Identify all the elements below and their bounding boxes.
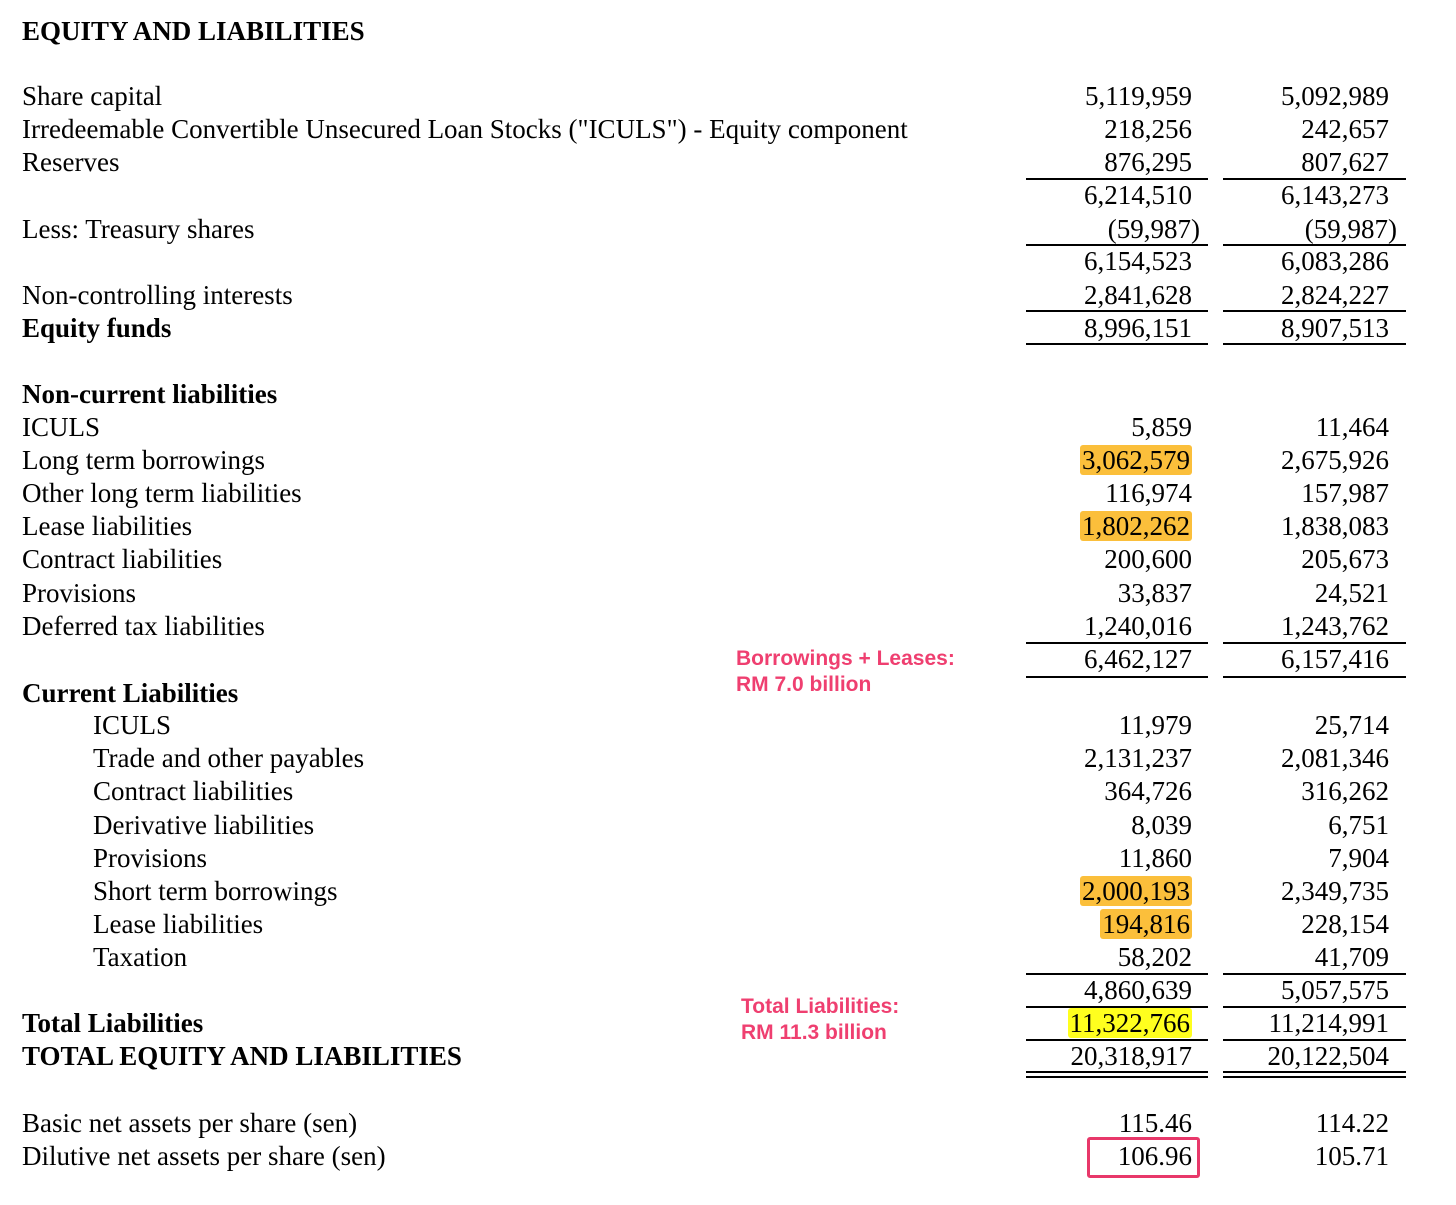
row-label: ICULS	[93, 710, 172, 740]
highlighted-value: 3,062,579	[1082, 445, 1190, 475]
row-label: Reserves	[22, 147, 120, 177]
row-label: Long term borrowings	[22, 445, 265, 475]
value-prior: 41,709	[1314, 942, 1389, 972]
value-current: 115.46	[1118, 1108, 1192, 1138]
rule	[1026, 343, 1208, 345]
value-current: 364,726	[1104, 776, 1192, 806]
page-title: EQUITY AND LIABILITIES	[22, 16, 365, 46]
section-heading-non-current: Non-current liabilities	[22, 379, 278, 409]
value-current: 8,039	[1131, 810, 1192, 840]
value-current	[1020, 444, 1192, 477]
row-total-equity-liabilities	[0, 1040, 1456, 1073]
row-nc-lease-liabilities	[0, 510, 1456, 543]
double-rule	[1223, 1071, 1406, 1073]
row-label: Basic net assets per share (sen)	[22, 1108, 358, 1138]
row-share-capital	[0, 80, 1456, 113]
value-current: 106.96	[1117, 1141, 1192, 1171]
annotation-line: Total Liabilities:	[741, 995, 900, 1018]
row-label: Irredeemable Convertible Unsecured Loan Stocks ("ICULS") - Equity component	[22, 114, 908, 144]
annotation-borrowings	[736, 646, 955, 698]
value-prior: 242,657	[1301, 114, 1389, 144]
value-current: 8,996,151	[1084, 313, 1192, 343]
row-cur-iculs	[0, 709, 1456, 742]
section-heading-current: Current Liabilities	[22, 678, 239, 708]
row-non-controlling-interests	[0, 279, 1456, 312]
row-other-long-term-liabilities	[0, 477, 1456, 510]
value-current: 20,318,917	[1070, 1041, 1192, 1071]
double-rule	[1026, 1076, 1208, 1078]
row-label: Short term borrowings	[93, 876, 338, 906]
row-label: Derivative liabilities	[93, 810, 315, 840]
row-basic-nav	[0, 1107, 1456, 1140]
value-prior: 6,083,286	[1281, 246, 1389, 276]
row-label: Trade and other payables	[93, 743, 365, 773]
row-non-current-total	[0, 643, 1456, 676]
value-prior: 11,464	[1315, 412, 1389, 442]
row-label: ICULS	[22, 412, 101, 442]
highlighted-value: 1,802,262	[1082, 511, 1190, 541]
row-label: Lease liabilities	[93, 909, 264, 939]
row-deferred-tax-liabilities	[0, 610, 1456, 643]
value-prior: 114.22	[1315, 1108, 1389, 1138]
value-current: 218,256	[1104, 114, 1192, 144]
value-prior: 5,092,989	[1281, 81, 1389, 111]
value-prior: 20,122,504	[1267, 1041, 1389, 1071]
double-rule	[1026, 1071, 1208, 1073]
row-long-term-borrowings	[0, 444, 1456, 477]
annotation-line: Borrowings + Leases:	[736, 647, 955, 670]
highlighted-value: 2,000,193	[1082, 876, 1190, 906]
value-prior: 316,262	[1301, 776, 1389, 806]
value-current: 2,841,628	[1084, 280, 1192, 310]
value-current: 11,860	[1118, 843, 1192, 873]
row-trade-payables	[0, 742, 1456, 775]
value-current: 5,859	[1131, 412, 1192, 442]
value-prior: 8,907,513	[1281, 313, 1389, 343]
row-label: Provisions	[93, 843, 208, 873]
row-dilutive-nav	[0, 1140, 1456, 1173]
row-label: TOTAL EQUITY AND LIABILITIES	[22, 1041, 462, 1071]
rule	[1026, 676, 1208, 678]
row-label: Deferred tax liabilities	[22, 611, 265, 641]
row-nc-provisions	[0, 577, 1456, 610]
value-prior: 205,673	[1301, 544, 1389, 574]
value-current: 1,240,016	[1084, 611, 1192, 641]
value-current: 11,979	[1118, 710, 1192, 740]
highlighted-value: 194,816	[1102, 909, 1190, 939]
value-current	[1020, 875, 1192, 908]
row-label: Share capital	[22, 81, 163, 111]
value-prior: (59,987)	[1304, 214, 1397, 244]
annotation-line: RM 7.0 billion	[736, 673, 872, 696]
row-current-total	[0, 974, 1456, 1007]
value-current: 200,600	[1104, 544, 1192, 574]
value-prior: 1,243,762	[1281, 611, 1389, 641]
double-rule	[1223, 1076, 1406, 1078]
value-prior: 105.71	[1314, 1141, 1389, 1171]
row-label: Contract liabilities	[93, 776, 294, 806]
value-prior: 807,627	[1301, 147, 1389, 177]
value-current: 116,974	[1105, 478, 1192, 508]
value-prior: 157,987	[1301, 478, 1389, 508]
value-current: 33,837	[1117, 578, 1192, 608]
value-prior: 2,824,227	[1281, 280, 1389, 310]
value-current: 2,131,237	[1084, 743, 1192, 773]
value-prior: 7,904	[1328, 843, 1389, 873]
row-nc-iculs	[0, 411, 1456, 444]
row-total-liabilities	[0, 1007, 1456, 1040]
value-current: 58,202	[1117, 942, 1192, 972]
row-subtotal-1	[0, 179, 1456, 212]
value-current: 6,154,523	[1084, 246, 1192, 276]
row-label: Taxation	[93, 942, 188, 972]
row-label: Equity funds	[22, 313, 172, 343]
value-prior: 2,081,346	[1281, 743, 1389, 773]
highlight-box-dilutive-nav	[1087, 1137, 1200, 1178]
value-current	[1020, 1007, 1192, 1040]
row-label: Non-controlling interests	[22, 280, 293, 310]
row-label: Dilutive net assets per share (sen)	[22, 1141, 386, 1171]
row-iculs-equity	[0, 113, 1456, 146]
row-label: Total Liabilities	[22, 1008, 204, 1038]
row-label: Provisions	[22, 578, 137, 608]
row-nc-contract-liabilities	[0, 543, 1456, 576]
value-current: 6,214,510	[1084, 180, 1192, 210]
value-current: (59,987)	[1107, 214, 1200, 244]
value-prior: 6,157,416	[1281, 644, 1389, 674]
row-treasury-shares	[0, 213, 1456, 246]
row-label: Other long term liabilities	[22, 478, 302, 508]
value-current	[1020, 510, 1192, 543]
rule	[1223, 343, 1406, 345]
value-prior: 2,675,926	[1281, 445, 1389, 475]
value-prior: 5,057,575	[1281, 975, 1389, 1005]
row-label: Contract liabilities	[22, 544, 223, 574]
value-prior: 24,521	[1314, 578, 1389, 608]
value-prior: 228,154	[1301, 909, 1389, 939]
value-prior: 25,714	[1314, 710, 1389, 740]
value-prior: 2,349,735	[1281, 876, 1389, 906]
value-current: 6,462,127	[1084, 644, 1192, 674]
row-label: Less: Treasury shares	[22, 214, 255, 244]
rule	[1223, 676, 1406, 678]
row-cur-lease-liabilities	[0, 908, 1456, 941]
value-current: 5,119,959	[1085, 81, 1192, 111]
row-equity-funds	[0, 312, 1456, 345]
value-prior: 11,214,991	[1268, 1008, 1389, 1038]
row-subtotal-2	[0, 245, 1456, 278]
annotation-line: RM 11.3 billion	[741, 1021, 887, 1044]
value-current	[1020, 908, 1192, 941]
row-cur-contract-liabilities	[0, 775, 1456, 808]
row-taxation	[0, 941, 1456, 974]
row-short-term-borrowings	[0, 875, 1456, 908]
row-derivative-liabilities	[0, 809, 1456, 842]
value-current: 876,295	[1104, 147, 1192, 177]
row-cur-provisions	[0, 842, 1456, 875]
value-prior: 6,751	[1328, 810, 1389, 840]
value-current: 4,860,639	[1084, 975, 1192, 1005]
value-prior: 6,143,273	[1281, 180, 1389, 210]
row-label: Lease liabilities	[22, 511, 193, 541]
highlighted-value: 11,322,766	[1069, 1008, 1190, 1038]
value-prior: 1,838,083	[1281, 511, 1389, 541]
row-reserves	[0, 146, 1456, 179]
